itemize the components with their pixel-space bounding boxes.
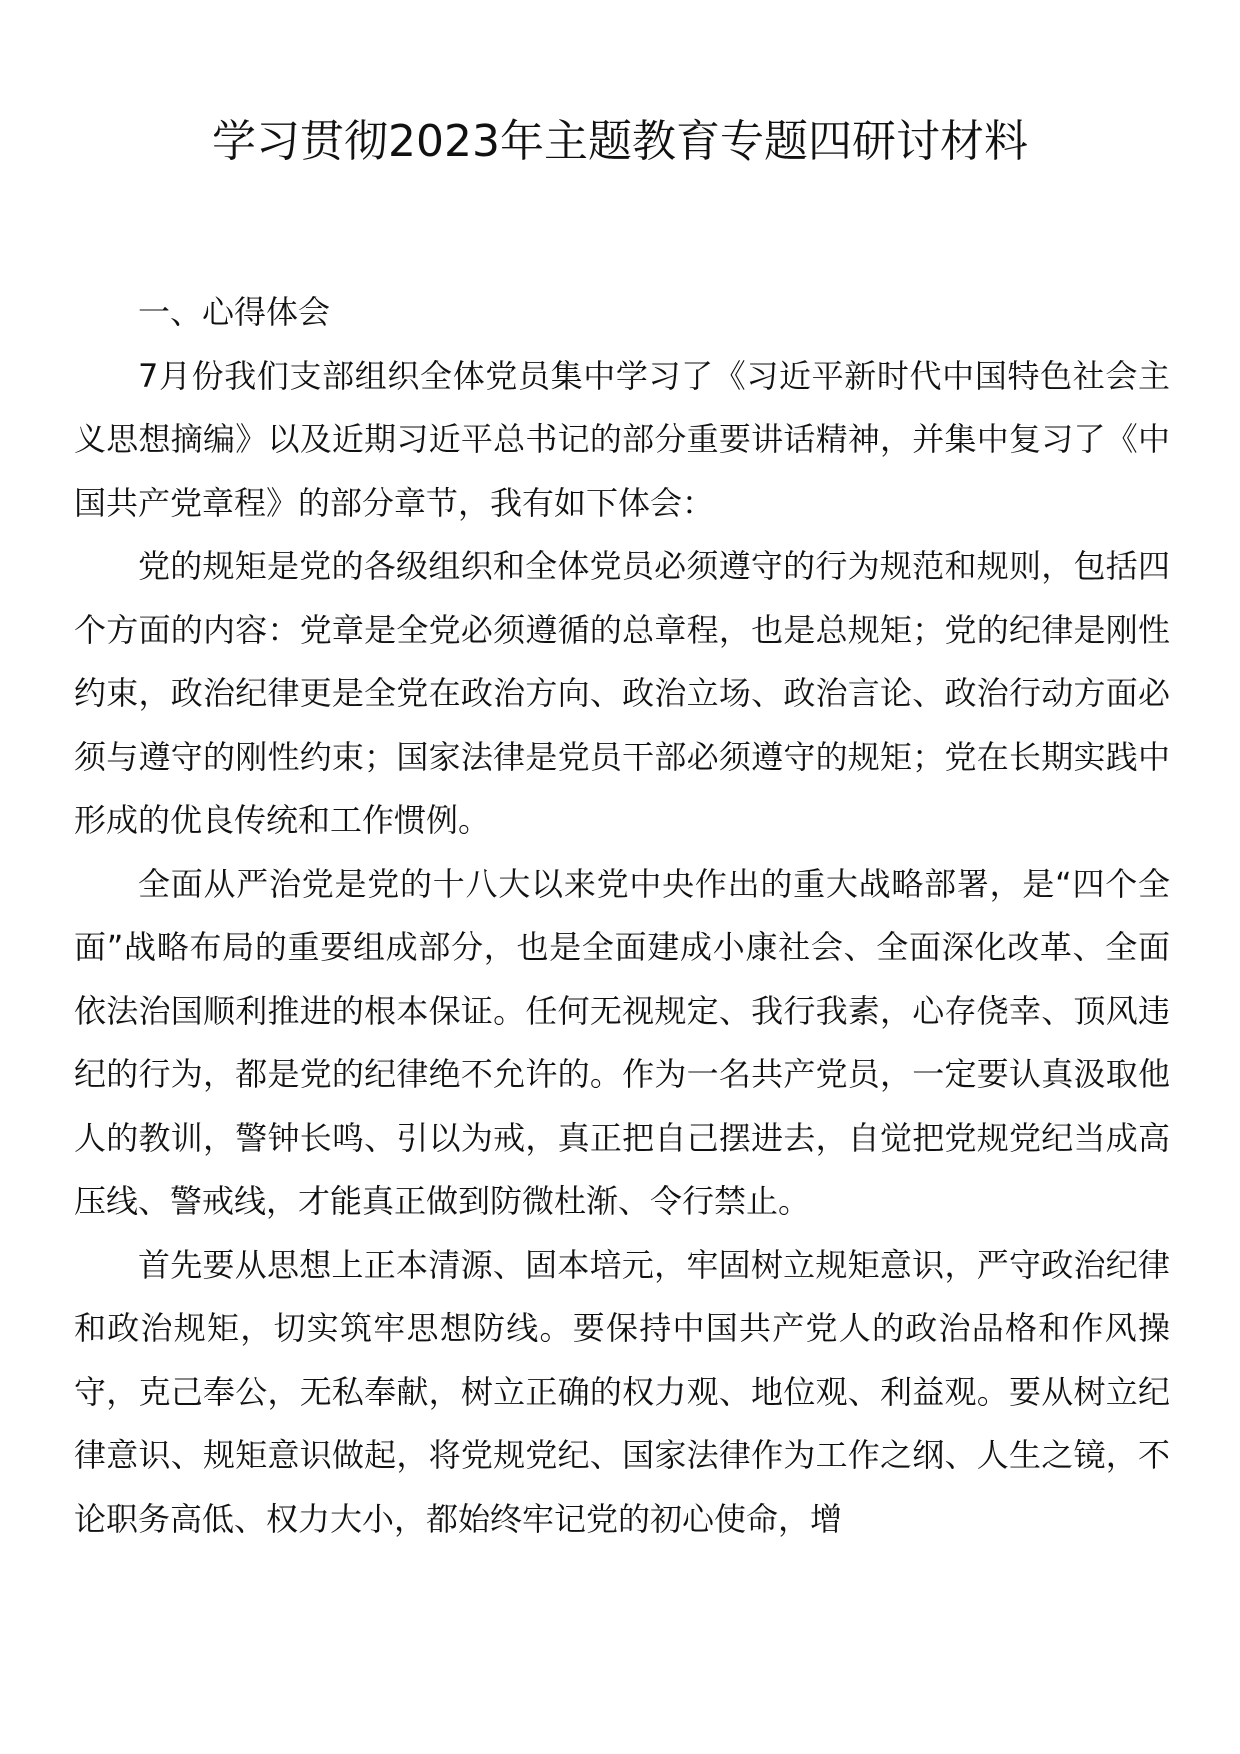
paragraph-strict-governance: 全面从严治党是党的十八大以来党中央作出的重大战略部署，是“四个全面”战略布局的重要组成部分，也是全面建成小康社会、全面深化改革、全面依法治国顺利推进的根本保证。任何无视规定、我行我素，心存侥幸、顶风违纪的行为，都是党的纪律绝不允许的。作为一名共产党员，一定要认真汲取他人的教训，警钟长鸣、引以为戒，真正把自己摆进去，自觉把党规党纪当成高压线、警戒线，才能真正做到防微杜渐、令行禁止。 <box>74 864 1170 1220</box>
document-title: 学习贯彻2023年主题教育专题四研讨材料 <box>212 116 1028 167</box>
paragraph-party-rules: 党的规矩是党的各级组织和全体党员必须遵守的行为规范和规则，包括四个方面的内容：党章是全党必须遵循的总章程，也是总规矩；党的纪律是刚性约束，政治纪律更是全党在政治方向、政治立场、政治言论、政治行动方面必须与遵守的刚性约束；国家法律是党员干部必须遵守的规矩；党在长期实践中形成的优良传统和工作惯例。 <box>74 547 1170 839</box>
document-body <box>74 281 1170 1551</box>
paragraph-ideological-foundation: 首先要从思想上正本清源、固本培元，牢固树立规矩意识，严守政治纪律和政治规矩，切实筑牢思想防线。要保持中国共产党人的政治品格和作风操守，克己奉公，无私奉献，树立正确的权力观、地位观、利益观。要从树立纪律意识、规矩意识做起，将党规党纪、国家法律作为工作之纲、人生之镜，不论职务高低、权力大小，都始终牢记党的初心使命，增 <box>74 1245 1170 1538</box>
paragraph-study-summary: 7月份我们支部组织全体党员集中学习了《习近平新时代中国特色社会主义思想摘编》以及近期习近平总书记的部分重要讲话精神，并集中复习了《中国共产党章程》的部分章节，我有如下体会： <box>74 356 1170 522</box>
section-heading: 一、心得体会 <box>138 293 331 331</box>
